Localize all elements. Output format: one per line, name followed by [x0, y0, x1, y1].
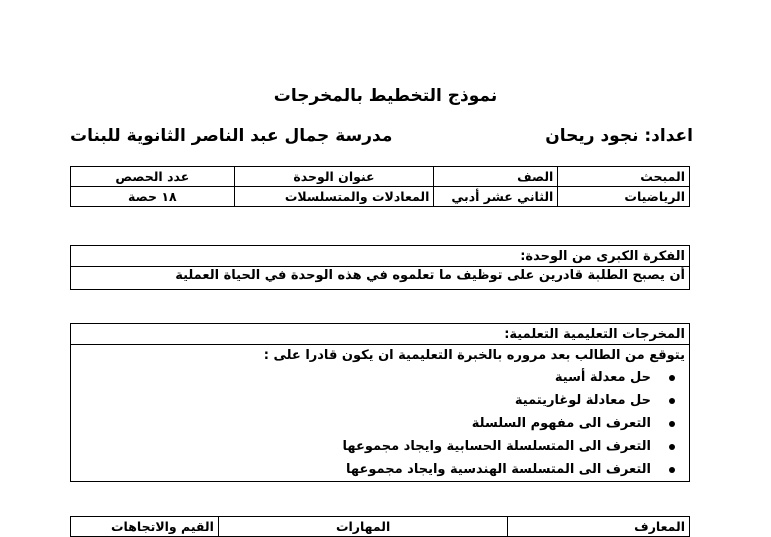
cell-subject: الرياضيات [558, 187, 690, 207]
list-item: التعرف الى المتسلسة الهندسية وايجاد مجموعها [75, 458, 651, 481]
header-lesson-count: عدد الحصص [71, 167, 235, 187]
big-idea-text: أن يصبح الطلبة قادرين على توظيف ما تعلموه في هذه الوحدة في الحياة العملية [175, 268, 685, 283]
school-name: مدرسة جمال عبد الناصر الثانوية للبنات [70, 126, 393, 146]
bullet-icon [669, 398, 675, 404]
list-item: حل معدلة أسية [75, 366, 651, 389]
table-header-row [71, 167, 690, 187]
learning-outcomes-box [70, 323, 690, 482]
table-header-row [71, 517, 690, 537]
bullet-icon [669, 421, 675, 427]
bullet-icon [669, 467, 675, 473]
header-unit-title: عنوان الوحدة [234, 167, 434, 187]
list-item: التعرف الى مفهوم السلسلة [75, 412, 651, 435]
unit-info-table [70, 166, 690, 207]
big-idea-box [70, 245, 690, 290]
document-title: نموذج التخطيط بالمخرجات [273, 86, 498, 106]
cell-unit-title: المعادلات والمتسلسلات [234, 187, 434, 207]
cell-lesson-count: ١٨ حصة [71, 187, 235, 207]
bullet-icon [669, 444, 675, 450]
outcomes-list [75, 366, 685, 481]
author-line: اعداد: نجود ريحان [545, 126, 693, 146]
header-skills: المهارات [218, 517, 507, 537]
knowledge-skills-table [70, 516, 690, 537]
header-subject: المبحث [558, 167, 690, 187]
cell-grade: الثاني عشر أدبي [434, 187, 558, 207]
list-item: حل معادلة لوغاريتمية [75, 389, 651, 412]
outcomes-lead: يتوقع من الطالب بعد مروره بالخبرة التعليمية ان يكون قادرا على : [263, 348, 685, 363]
list-item: التعرف الى المتسلسلة الحسابية وايجاد مجموعها [75, 435, 651, 458]
bullet-icon [669, 375, 675, 381]
header-values-attitudes: القيم والاتجاهات [71, 517, 219, 537]
header-knowledge: المعارف [508, 517, 690, 537]
table-row [71, 187, 690, 207]
big-idea-heading: الفكرة الكبرى من الوحدة: [71, 246, 689, 267]
header-grade: الصف [434, 167, 558, 187]
outcomes-heading: المخرجات التعليمية التعلمية: [71, 324, 689, 345]
